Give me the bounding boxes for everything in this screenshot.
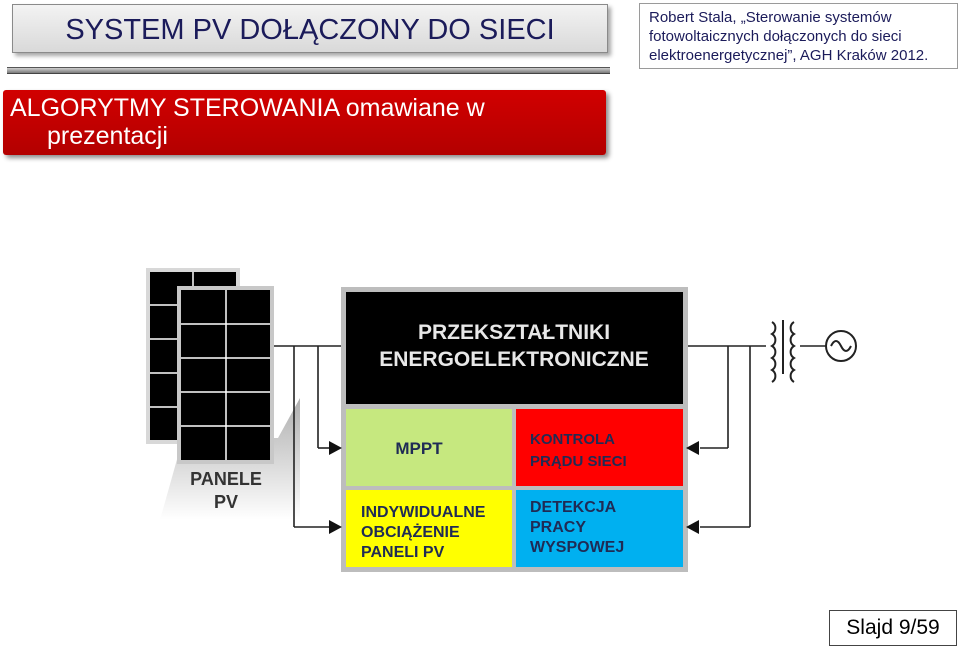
current-control-label-1: KONTROLA: [530, 431, 615, 448]
island-detection-label-2: PRACY: [530, 519, 587, 536]
individual-load-label-3: PANELI PV: [361, 544, 445, 561]
ac-grid-source-icon: [826, 331, 856, 361]
island-detection-label-1: DETEKCJA: [530, 499, 617, 516]
citation-line-2: fotowoltaicznych dołączonych do sieci: [649, 28, 902, 45]
slide-title: SYSTEM PV DOŁĄCZONY DO SIECI: [65, 14, 555, 46]
slide-number: Slajd 9/59: [829, 610, 957, 646]
individual-load-label-1: INDYWIDUALNE: [361, 504, 486, 521]
mppt-label: MPPT: [395, 439, 443, 458]
converter-label-1: PRZEKSZTAŁTNIKI: [417, 321, 611, 344]
banner-line-1: ALGORYTMY STEROWANIA omawiane w: [10, 94, 485, 122]
converter-label-2: ENERGOELEKTRONICZNE: [379, 348, 649, 371]
current-control-label-2: PRĄDU SIECI: [530, 453, 627, 470]
arrow-to-mppt: [329, 441, 342, 455]
citation-line-1: Robert Stala, „Sterowanie systemów: [649, 9, 892, 26]
right-wiring: [688, 346, 826, 527]
transformer-icon: [772, 320, 794, 382]
individual-load-label-2: OBCIĄŻENIE: [361, 524, 460, 541]
island-detection-label-3: WYSPOWEJ: [530, 539, 625, 556]
panels-label-2: PV: [213, 492, 239, 512]
arrow-to-load: [329, 520, 342, 534]
citation-line-3: elektroenergetycznej”, AGH Kraków 2012.: [649, 47, 929, 64]
panels-label-1: PANELE: [190, 469, 262, 489]
banner-line-2: prezentacji: [47, 122, 168, 150]
